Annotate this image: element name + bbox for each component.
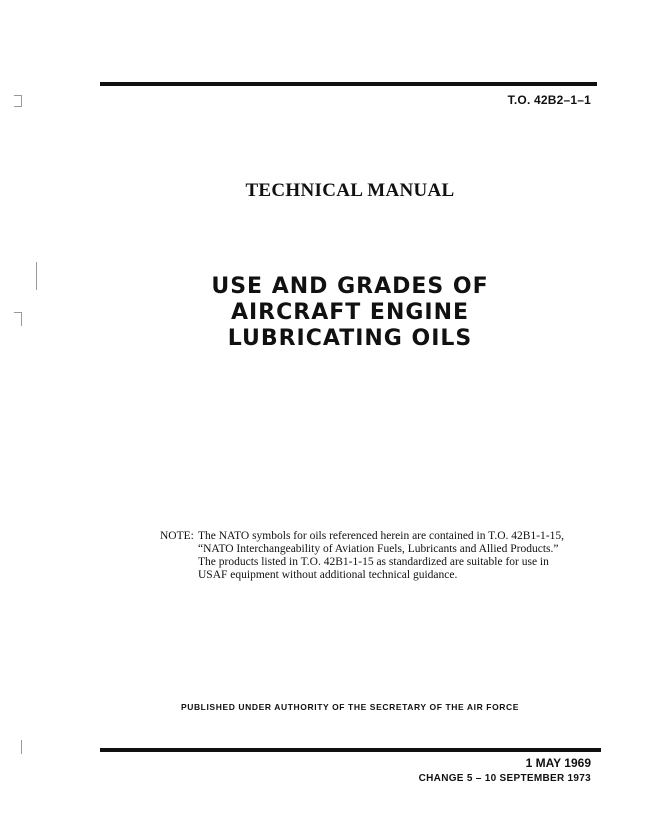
document-title [0,274,649,352]
bottom-rule [100,748,601,752]
note-line: “NATO Interchangeability of Aviation Fuels, Lubricants and Allied Products.” [198,543,559,555]
title-line: AIRCRAFT ENGINE [230,300,470,325]
publication-date: 1 MAY 1969 [525,756,591,770]
note-body [198,530,568,582]
note-line: USAF equipment without additional technical guidance. [198,569,458,581]
title-line: LUBRICATING OILS [227,326,473,351]
top-rule [100,82,597,86]
note-label: NOTE: [160,530,194,542]
note-line: The products listed in T.O. 42B1-1-15 as standardized are suitable for use in [198,556,549,568]
document-type: TECHNICAL MANUAL [245,180,455,201]
binder-mark [14,106,22,107]
to-number: T.O. 42B2–1–1 [507,93,591,107]
note-line: The NATO symbols for oils referenced herein are contained in T.O. 42B1-1-15, [198,530,564,542]
authority-statement: PUBLISHED UNDER AUTHORITY OF THE SECRETARY OF THE AIR FORCE [180,702,520,712]
change-notice: CHANGE 5 – 10 SEPTEMBER 1973 [418,773,591,784]
binder-mark [21,740,22,754]
title-line: USE AND GRADES OF [211,274,489,299]
